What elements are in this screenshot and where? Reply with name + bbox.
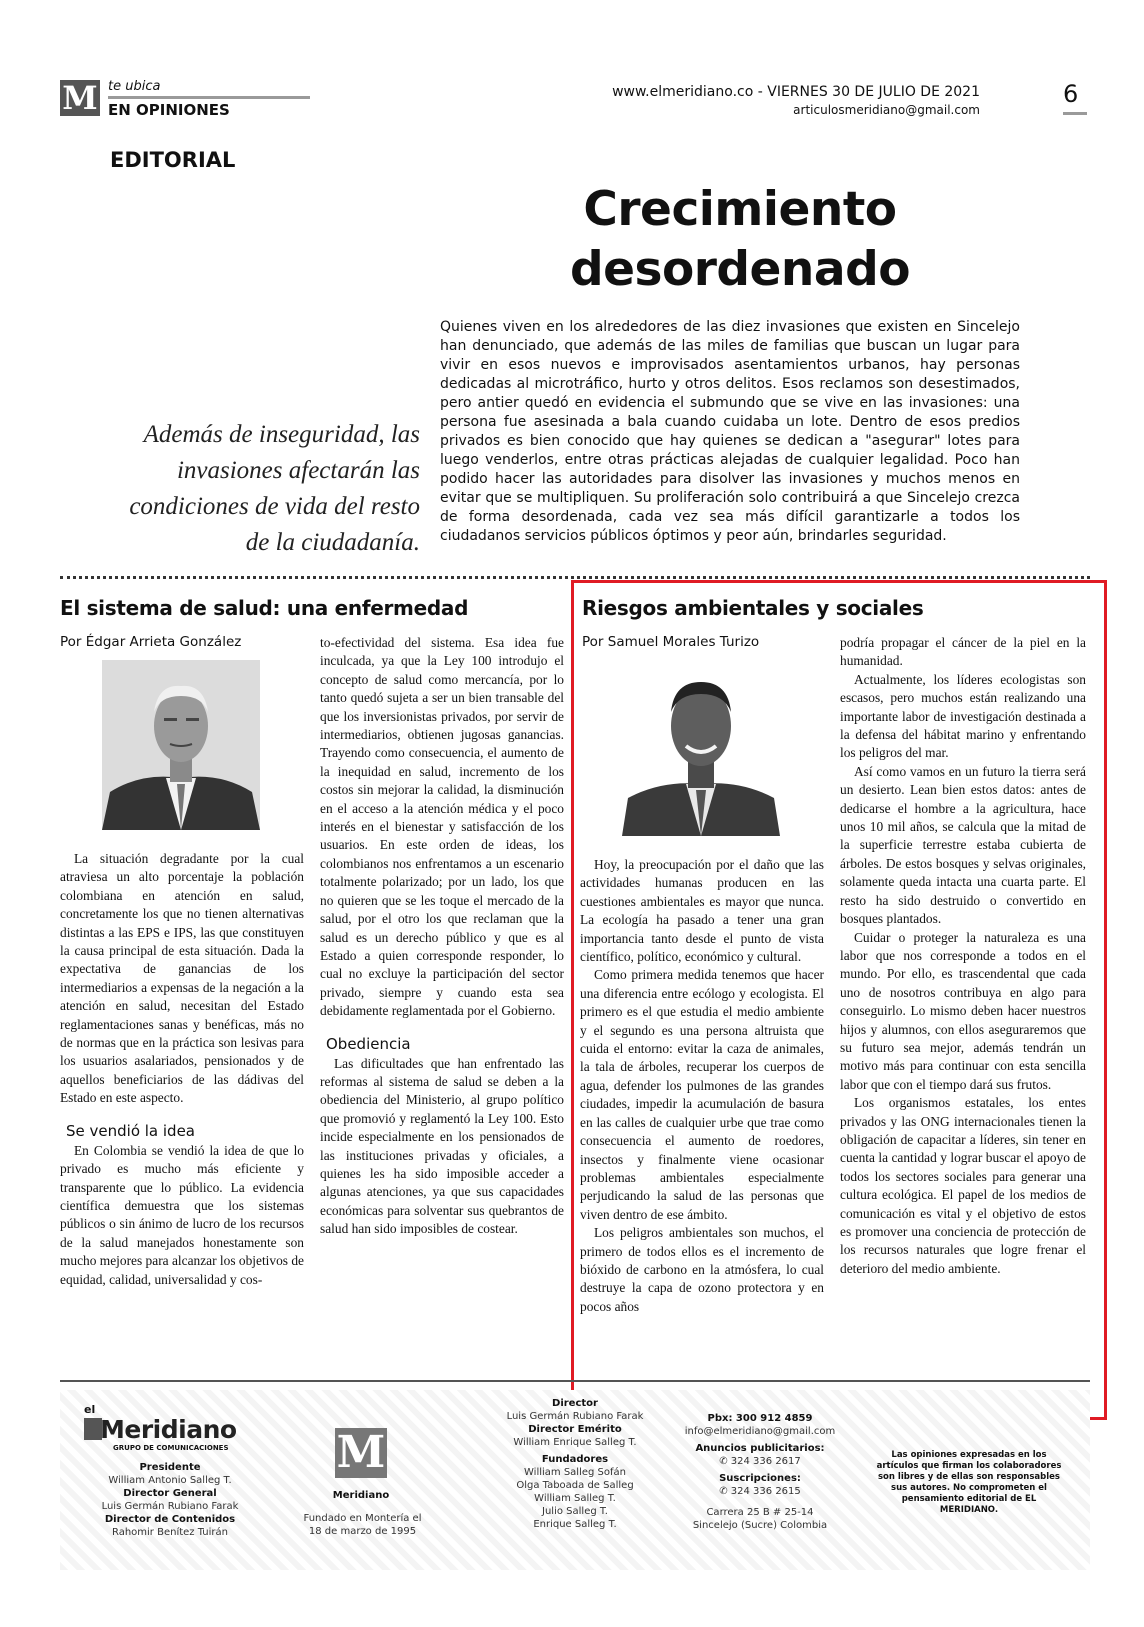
section-label: EN OPINIONES — [108, 101, 230, 119]
label: Director Emérito — [528, 1424, 622, 1435]
paragraph: podría propagar el cáncer de la piel en la humanidad. — [840, 635, 1086, 669]
article2-byline: Por Samuel Morales Turizo — [582, 634, 760, 650]
label: Anuncios publicitarios: — [695, 1443, 825, 1454]
label: Director de Contenidos — [104, 1514, 236, 1525]
footer-brand-name: Meridiano — [100, 1415, 237, 1444]
page-number-rule — [1063, 112, 1087, 115]
portrait-illustration — [102, 660, 260, 830]
article1-subhead-2: Obediencia — [326, 1034, 411, 1053]
name: Luis Germán Rubiano Farak — [506, 1411, 644, 1422]
name: Enrique Salleg T. — [533, 1519, 617, 1530]
footer-brand-group: GRUPO DE COMUNICACIONES — [113, 1444, 229, 1452]
article2-headline: Riesgos ambientales y sociales — [582, 596, 924, 620]
header-tagline: te ubica — [108, 79, 161, 94]
footer-founded: Fundado en Montería el 18 de marzo de 1995 — [303, 1513, 422, 1537]
footer-logo-name: Meridiano — [332, 1490, 390, 1501]
label: Suscripciones: — [719, 1473, 801, 1484]
paragraph: En Colombia se vendió la idea de que lo privado es mucho más eficiente y transparente que lo público. La evidencia científica demuestra que los sistemas públicos o sin ánimo de lucro de los recursos de la salud manejados honestamente son mucho mejores para alcanzar los objetivos de equidad, calidad, universalidad y cos- — [60, 1142, 304, 1287]
paragraph: Actualmente, los líderes ecologistas son escasos, pero muchos están realizando una importante labor de investigación destinada a la defensa del hábitat marino y enfrentando los peligros del mar. — [840, 671, 1086, 761]
paragraph: La situación degradante por la cual atraviesa un alto porcentaje la población colombiana en atención en salud, concretamente los que no tienen alternativas distintas a las EPS e IPS, las que constituyen la causa principal de esta situación. Dada la expectativa de ganancias de los intermediarios a expensas de la negación a la atención en salud, necesitan del Estado reglamentaciones sanas y benéficas, más no de normas que en la práctica son lesivas para los usuarios asalariados, pensionados y de aquellos beneficiarios de las dádivas del Estado en este aspecto. — [60, 851, 304, 1106]
article1-headline: El sistema de salud: una enfermedad — [60, 596, 469, 620]
article1-column2 — [320, 634, 564, 1239]
name: William Salleg Sofán — [524, 1467, 626, 1478]
paragraph: Las dificultades que han enfrentado las reformas al sistema de salud se deben a la obediencia del Ministerio, al grupo político que promovió y reglamentó la Ley 100. Esto incide especialmente en los pensionados de las instituciones privadas y oficiales, a quienes les ha sido imposible acceder a algunas atenciones, ya que sus capacidades económicas para solventar sus quebrantos de salud han sido imposibles de costear. — [320, 1055, 564, 1237]
footer-directors-block — [460, 1397, 690, 1531]
name: Julio Salleg T. — [542, 1506, 608, 1517]
footer-contact-block — [660, 1412, 860, 1532]
name: Luis Germán Rubiano Farak — [101, 1501, 239, 1512]
footer-anuncios[interactable] — [660, 1455, 860, 1468]
editorial-body: Quienes viven en los alrededores de las diez invasiones que existen en Sincelejo han denunciado, que además de las miles de familias que buscan un lugar para vivir en esos nuevos e improvisados asentamientos urbanos, hay personas dedicadas al microtráfico, hurto y otros delitos. Esos reclamos son desestimados, pero antier quedó en evidencia el submundo que se vive en las invasiones: una persona fue asesinada a bala cuando cuidaba un lote. Dentro de esos predios privados es bien conocido que hay quienes se dedican a "asegurar" lotes para luego venderlos, entre otras prácticas alejadas de cualquier legalidad. Poco han podido hacer las autoridades para disolver las invasiones y muchos menos en evitar que se multipliquen. Su proliferación solo contribuirá a que Sincelejo crezca de forma desordenada, cada vez sea más difícil garantizarle a todos los ciudadanos servicios públicos óptimos y peor aún, brindarles seguridad. — [440, 319, 1020, 544]
header-email[interactable]: articulosmeridiano@gmail.com — [793, 103, 980, 117]
article1-byline: Por Édgar Arrieta González — [60, 634, 242, 650]
paragraph: to-efectividad del sistema. Esa idea fue inculcada, ya que la Ley 100 introdujo el concepto de salud como mercancía, por lo tanto quedó sujeta a ser un bien transable del que los inversionistas privados, por servir de intermediarios, obtienen jugosas ganancias. Trayendo como consecuencia, el aumento de la inequidad en salud, incremento de los costos sin mejorar la calidad, la disminución en el acceso a la atención médica y el poco interés en el bienestar y satisfacción de los usuarios. En este orden de ideas, los colombianos nos enfrentamos a un escenario totalmente polarizado; por un lado, los que no quieren que se les toque el mercado de la salud, por el otro los que reclaman que la salud es un derecho público y que es al Estado a quien corresponde responder, lo cual no excluye la participación del sector privado, siempre y cuando esta sea debidamente reglamentada por el Gobierno. — [320, 635, 564, 1019]
footer-address-1: Carrera 25 B # 25-14 — [706, 1507, 814, 1518]
name: William Antonio Salleg T. — [108, 1475, 232, 1486]
highlight-box — [571, 580, 1107, 1420]
label: Director — [552, 1398, 598, 1409]
footer-info-email[interactable]: info@elmeridiano@gmail.com — [684, 1426, 836, 1437]
footer-divider — [60, 1380, 1090, 1382]
whatsapp-icon: ✆ — [719, 1486, 731, 1497]
footer-suscripciones[interactable] — [660, 1485, 860, 1498]
name: William Salleg T. — [534, 1493, 616, 1504]
paragraph: Como primera medida tenemos que hacer una diferencia entre ecólogo y ecologista. El primero es el que estudia el medio ambiente y el segundo es una persona altruista que cuida el entorno: evitar la caza de animales, la tala de árboles, recuperar los cuerpos de agua, defender los pulmones de las grandes ciudades, impedir la acumulación de basura en las calles de cualquier urbe que trae como consecuencia el aumento de roedores, insectos y finalmente viene ocasionar problemas ambientales especialmente perjudicando la salud de las personas que viven dentro de ese ámbito. — [580, 967, 824, 1222]
phone: 324 336 2617 — [730, 1456, 801, 1467]
editorial-label: EDITORIAL — [110, 148, 236, 172]
phone: 324 336 2615 — [730, 1486, 801, 1497]
editorial-headline: Crecimiento desordenado — [569, 182, 911, 297]
label: Presidente — [139, 1462, 201, 1473]
page-number: 6 — [1063, 80, 1079, 108]
whatsapp-icon: ✆ — [719, 1456, 731, 1467]
article1-subhead-1: Se vendió la idea — [66, 1121, 196, 1140]
author-photo-arrieta — [102, 660, 260, 830]
header-info — [612, 84, 980, 117]
paragraph: Cuidar o proteger la naturaleza es una labor que nos corresponde a todos en el mundo. Por ello, es trascendental que cada uno de nosotros contribuya en algo para conseguirlo. Lo mismo deben hacer nuestros hijos y alumnos, con ellos aseguraremos que su futuro sea mejor, además tendrán un motivo más para continuar con esta sencilla labor que con el tiempo dará sus frutos. — [840, 929, 1086, 1092]
footer-brand-el: el — [84, 1403, 96, 1416]
paragraph: Los peligros ambientales son muchos, el primero de todos ellos es el incremento de bióxido de carbono en la atmósfera, lo cual destruye la capa de ozono protectora y en pocos años — [580, 1225, 824, 1314]
editorial-pull-quote: Además de inseguridad, las invasiones afectarán las condiciones de vida del resto de la ciudadanía. — [129, 421, 420, 556]
masthead-logo: M — [60, 80, 100, 116]
footer-address-2: Sincelejo (Sucre) Colombia — [692, 1520, 828, 1531]
paragraph: Los organismos estatales, los entes privados y las ONG internacionales tienen la obligación de capacitar a líderes, sin tener en cuenta la cantidad y lograr buscar el apoyo de todos los sectores sociales para generar una cultura ecológica. El papel de los medios de comunicación es vital y el objetivo de estos es promover una conciencia de protección de los recursos naturales que logre frenar el deterioro del medio ambiente. — [840, 1095, 1086, 1276]
name: William Enrique Salleg T. — [513, 1437, 637, 1448]
header-rule — [108, 96, 310, 99]
footer-pbx[interactable]: Pbx: 300 912 4859 — [707, 1413, 813, 1424]
footer-disclaimer: Las opiniones expresadas en los artículos que firman los colaboradores son libres y de ellas son responsables sus autores. No comprometen el pensamiento editorial de EL MERIDIANO. — [876, 1450, 1062, 1515]
name: Olga Taboada de Salleg — [516, 1480, 634, 1491]
footer-staff-block — [70, 1461, 270, 1539]
paragraph: Así como vamos en un futuro la tierra será un desierto. Lean bien estos datos: antes de dedicarse el hombre a la agricultura, hace unos 10 mil años, se calcula que la mitad de la superficie terrestre estaba cubierta de árboles. De estos bosques y selvas originales, solamente queda intacta una cuarta parte. El resto ha sido destruido o convertido en bosques plantados. — [840, 763, 1086, 927]
header-date-line[interactable]: www.elmeridiano.co - VIERNES 30 DE JULIO DE 2021 — [612, 84, 980, 100]
section-divider — [60, 576, 1090, 579]
label: Director General — [123, 1488, 217, 1499]
name: Rahomir Benítez Tuirán — [111, 1527, 229, 1538]
article1-column1 — [60, 850, 304, 1289]
paragraph: Hoy, la preocupación por el daño que las actividades humanas producen en las cuestiones ambientales es mayor que nunca. La ecología ha pasado a tener una gran importancia tanto desde el punto de vista científico, político, económico y cultural. — [580, 857, 824, 965]
label: Fundadores — [541, 1454, 609, 1465]
footer-logo: M — [336, 1427, 386, 1478]
